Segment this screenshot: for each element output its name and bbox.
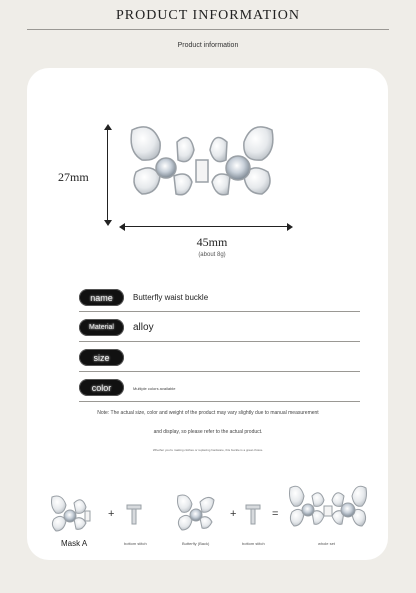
width-arrow-right-icon xyxy=(287,223,293,231)
spec-divider xyxy=(79,401,360,402)
width-label: 45mm xyxy=(196,235,228,249)
spec-value-color: Multiple colors available xyxy=(133,386,176,391)
width-dimension-line xyxy=(123,226,289,227)
part-mask-a-image xyxy=(48,493,92,535)
spec-pill-label: color xyxy=(91,382,112,393)
caption-bottom-stitch: bottom stitch xyxy=(242,541,265,546)
weight-label: (about 8g) xyxy=(198,252,226,258)
spec-row-material xyxy=(79,315,360,341)
width-arrow-left-icon xyxy=(119,223,125,231)
spec-divider xyxy=(79,311,360,312)
spec-row-name xyxy=(79,285,360,311)
spec-pill-material xyxy=(79,319,124,336)
height-arrow-bottom-icon xyxy=(104,220,112,226)
part-bottom-stitch-image xyxy=(126,504,142,526)
part-butterfly-back-image xyxy=(174,492,218,534)
spec-divider xyxy=(79,371,360,372)
caption-whole-set: whole set xyxy=(318,541,335,546)
caption-mask-a: Mask A xyxy=(61,539,88,548)
height-label: 27mm xyxy=(58,170,89,184)
plus-operator: + xyxy=(108,508,115,520)
spec-pill-label: Material xyxy=(89,324,114,331)
spec-pill-color xyxy=(79,379,124,396)
page-subtitle: Product information xyxy=(177,42,239,49)
height-arrow-top-icon xyxy=(104,124,112,130)
part-whole-set-image xyxy=(286,482,370,534)
note-line-3: Whether you're making clothes or replacing hardware, this buckle is a great choice. xyxy=(152,448,264,452)
note-line-2: and display, so please refer to the actual product. xyxy=(153,429,263,435)
spec-divider xyxy=(79,341,360,342)
spec-value-name: Butterfly waist buckle xyxy=(133,293,209,302)
page-title: PRODUCT INFORMATION xyxy=(115,8,301,23)
part-bottom-stitch-image xyxy=(245,504,261,526)
height-dimension-line xyxy=(107,128,108,223)
spec-value-material: alloy xyxy=(133,322,154,333)
spec-pill-label: name xyxy=(90,292,113,303)
spec-pill-size xyxy=(79,349,124,366)
equals-operator: = xyxy=(272,508,279,520)
product-photo xyxy=(122,120,282,215)
spec-row-size xyxy=(79,345,360,371)
caption-butterfly-back: Butterfly (Back) xyxy=(182,541,210,546)
spec-row-color xyxy=(79,375,360,401)
plus-operator: + xyxy=(230,508,237,520)
spec-pill-name xyxy=(79,289,124,306)
caption-bottom-stitch: bottom stitch xyxy=(124,541,147,546)
header-divider xyxy=(27,29,389,30)
spec-pill-label: size xyxy=(93,352,110,363)
note-line-1: Note: The actual size, color and weight of the product may vary slightly due to manual measurement xyxy=(97,410,319,416)
